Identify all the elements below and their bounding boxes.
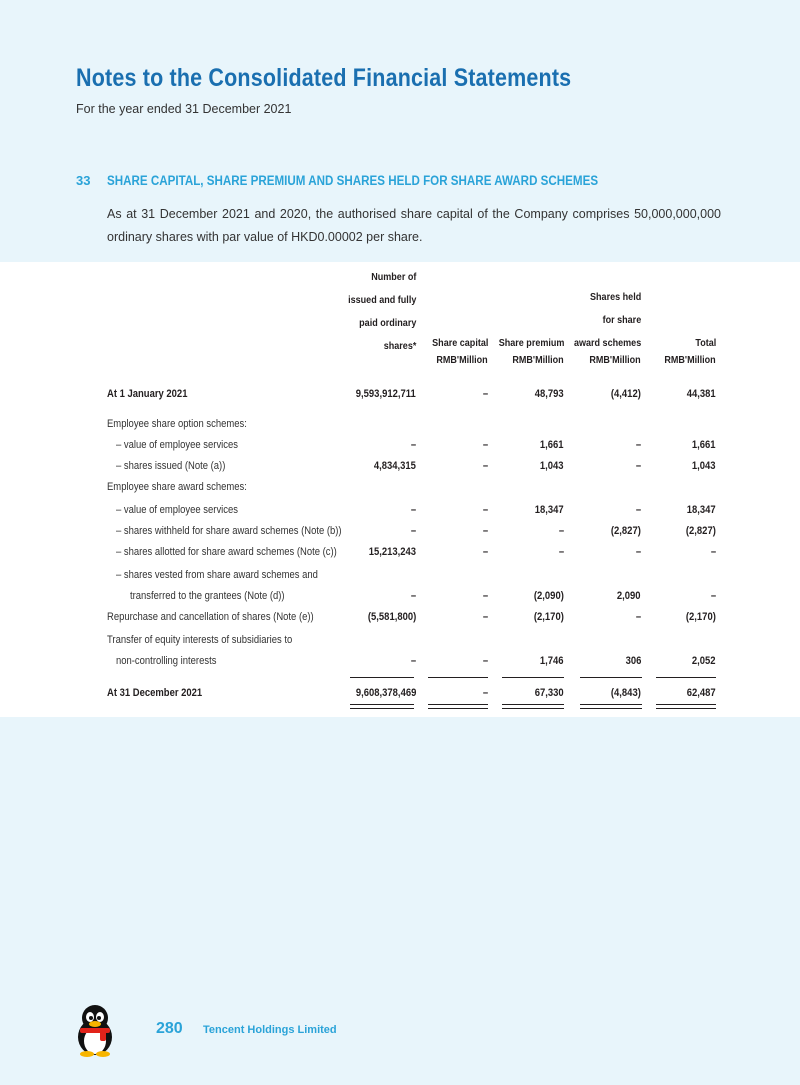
row-label: At 31 December 2021 [107,687,203,699]
section-title: SHARE CAPITAL, SHARE PREMIUM AND SHARES HELD FOR SHARE AWARD SCHEMES [107,173,599,188]
cell-share-capital: – [482,439,488,451]
cell-total: – [710,546,716,558]
row-label: – shares vested from share award schemes and [116,569,318,581]
subtotal-rule-col1 [350,677,414,678]
cell-share-capital: – [482,525,488,537]
col-header-share-capital: Share capital [431,337,488,349]
table-row [0,481,800,501]
cell-shares: – [410,655,416,667]
col-header-share-premium: Share premium [498,337,564,349]
table-row [0,569,800,589]
cell-shares-held: (4,843) [611,687,641,699]
row-label: – value of employee services [116,439,238,451]
cell-shares-held: (4,412) [611,388,641,400]
total-rule-col4 [580,704,642,709]
cell-share-premium: 18,347 [535,504,564,516]
cell-share-capital: – [482,546,488,558]
row-label: Employee share award schemes: [107,481,247,493]
row-label: – shares allotted for share award schemes (Note (c)) [116,546,337,558]
cell-share-premium: – [558,525,564,537]
table-row [0,655,800,675]
table-row [0,460,800,480]
total-rule-col2 [428,704,488,709]
row-label: Employee share option schemes: [107,418,247,430]
cell-share-capital: – [482,590,488,602]
cell-total: (2,170) [686,611,716,623]
cell-share-premium: 1,661 [540,439,564,451]
cell-shares-held: 306 [625,655,641,667]
unit-share-premium: RMB'Million [512,354,564,366]
table-row [0,546,800,566]
cell-share-premium: (2,090) [534,590,564,602]
subtotal-rule-col2 [428,677,488,678]
total-rule-col5 [656,704,716,709]
cell-shares: 15,213,243 [368,546,416,558]
cell-shares: – [410,590,416,602]
penguin-mascot-icon [74,1003,116,1057]
cell-total: 62,487 [687,687,716,699]
cell-total: 2,052 [692,655,716,667]
cell-shares-held: – [635,546,641,558]
cell-shares: 9,608,378,469 [355,687,416,699]
cell-total: 18,347 [687,504,716,516]
cell-shares-held: (2,827) [611,525,641,537]
row-label: – shares withheld for share award schemes (Note (b)) [116,525,342,537]
cell-shares-held: – [635,611,641,623]
cell-share-capital: – [482,388,488,400]
cell-shares: – [410,504,416,516]
cell-shares: – [410,439,416,451]
page-subtitle: For the year ended 31 December 2021 [76,102,292,116]
table-row [0,634,800,654]
cell-shares: 4,834,315 [373,460,416,472]
total-rule-col1 [350,704,414,709]
cell-shares: – [410,525,416,537]
cell-share-capital: – [482,611,488,623]
cell-shares: (5,581,800) [367,611,416,623]
cell-share-capital: – [482,655,488,667]
col-header-shares: Number of issued and fully paid ordinary shares* [347,271,416,352]
unit-total: RMB'Million [664,354,716,366]
row-label: – shares issued (Note (a)) [116,460,226,472]
total-rule-col3 [502,704,564,709]
row-label: – value of employee services [116,504,238,516]
cell-share-premium: 1,746 [540,655,564,667]
cell-shares-held: 2,090 [617,590,641,602]
unit-shares-held: RMB'Million [589,354,641,366]
section-number: 33 [76,173,91,188]
row-label: transferred to the grantees (Note (d)) [130,590,285,602]
cell-shares-held: – [635,439,641,451]
cell-total: 1,043 [692,460,716,472]
cell-share-premium: 48,793 [535,388,564,400]
table-row [0,504,800,524]
row-label: Repurchase and cancellation of shares (Note (e)) [107,611,314,623]
subtotal-rule-col5 [656,677,716,678]
cell-total: (2,827) [686,525,716,537]
subtotal-rule-col3 [502,677,564,678]
table-row [0,388,800,408]
cell-share-premium: 67,330 [535,687,564,699]
cell-shares: 9,593,912,711 [356,388,416,400]
cell-share-capital: – [482,687,488,699]
cell-share-premium: (2,170) [534,611,564,623]
row-label: Transfer of equity interests of subsidiaries to [107,634,293,646]
table-row [0,439,800,459]
cell-total: 1,661 [692,439,716,451]
col-header-shares-held: Shares held for share award schemes [573,291,641,349]
unit-share-capital: RMB'Million [436,354,488,366]
col-header-total: Total [695,337,716,349]
table-row [0,525,800,545]
cell-total: – [710,590,716,602]
row-label: At 1 January 2021 [107,388,188,400]
page-number: 280 [156,1020,183,1037]
cell-share-capital: – [482,460,488,472]
table-row [0,418,800,438]
cell-share-premium: – [558,546,564,558]
cell-share-premium: 1,043 [540,460,564,472]
cell-total: 44,381 [687,388,716,400]
company-name: Tencent Holdings Limited [203,1024,337,1036]
table-row [0,611,800,631]
cell-shares-held: – [635,460,641,472]
row-label: non-controlling interests [116,655,217,667]
cell-share-capital: – [482,504,488,516]
subtotal-rule-col4 [580,677,642,678]
section-paragraph: As at 31 December 2021 and 2020, the authorised share capital of the Company comprises 50,000,000,000 ordinary shares with par value of HKD0.00002 per share. [107,207,721,244]
table-row [0,590,800,610]
cell-shares-held: – [635,504,641,516]
page-title: Notes to the Consolidated Financial Statements [76,64,572,92]
